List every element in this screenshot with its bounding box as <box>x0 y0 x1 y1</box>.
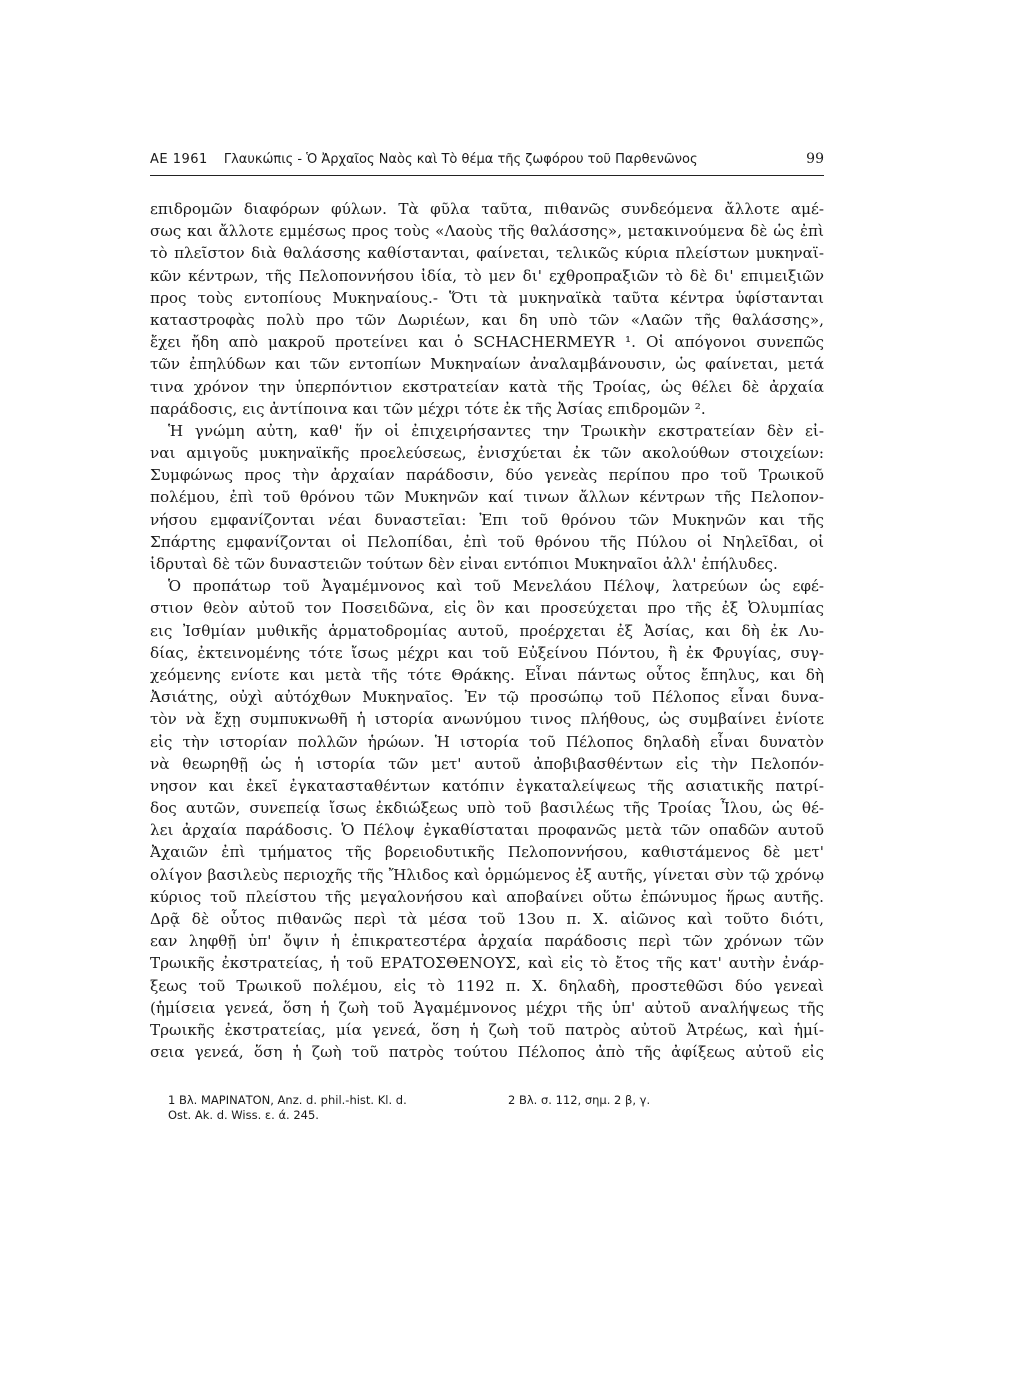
text-line: στιον θεὸν αὐτοῦ τον Ποσειδῶνα, εἰς ὃν και προσεύχεται προ τῆς ἐξ Ὀλυμπίας <box>150 599 824 618</box>
text-line: εις Ἰσθμίαν μυθικῆς ἁρματοδρομίας αυτοῦ, προέρχεται ἐξ Ἀσίας, και δὴ ἐκ Λυ- <box>150 621 824 640</box>
text-line: νησον και ἐκεῖ ἐγκατασταθέντων κατόπιν ἐγκαταλείψεως τῆς ασιατικῆς πατρί- <box>150 776 824 795</box>
body-text <box>150 198 824 1063</box>
text-line: Ἀσιάτης, οὐχὶ αὐτόχθων Μυκηναῖος. Ἐν τῷ προσώπῳ τοῦ Πέλοπος εἶναι δυνα- <box>150 688 824 707</box>
page-number: 99 <box>806 151 824 167</box>
running-title: Γλαυκώπις - Ὁ Ἀρχαῖος Ναὸς καὶ Τὸ θέμα τῆς ζωφόρου τοῦ Παρθενῶνος <box>223 152 698 167</box>
text-line: τὸ πλεῖστον διὰ θαλάσσης καθίστανται, φαίνεται, τελικῶς κύρια πλείστων μυκηναϊ- <box>150 244 824 263</box>
text-line: τινα χρόνον την ὑπερπόντιον εκστρατείαν κατὰ τῆς Τροίας, ὡς θέλει δὲ ἀρχαία <box>150 377 824 396</box>
text-line: Ὁ προπάτωρ τοῦ Ἀγαμέμνονος καὶ τοῦ Μενελάου Πέλοψ, λατρεύων ὡς εφέ- <box>168 577 824 596</box>
page <box>150 150 824 1123</box>
text-line: παράδοσις, εις ἀντίποινα και τῶν μέχρι τότε ἐκ τῆς Ἀσίας επιδρομῶν ². <box>150 399 706 418</box>
text-line: ναι αμιγοῦς μυκηναϊκῆς προελεύσεως, ἐνισχύεται ἐκ τῶν ακολούθων στοιχείων: <box>150 444 824 463</box>
text-line: καταστροφὰς πολὺ προ τῶν Δωριέων, και δη υπὸ τῶν «Λαῶν τῆς θαλάσσης», <box>150 310 824 329</box>
text-line: Σπάρτης εμφανίζονται οἱ Πελοπίδαι, ἐπὶ τοῦ θρόνου τῆς Πύλου οἱ Νηλεῖδαι, οἱ <box>150 532 824 551</box>
text-line: Τρωικῆς ἐκστρατείας, ἡ τοῦ ΕΡΑΤΟΣΘΕΝΟΥΣ, καὶ εἰς τὸ ἔτος τῆς κατ' αυτὴν ἐνάρ- <box>150 954 824 973</box>
text-line: νὰ θεωρηθῇ ὡς ἡ ιστορία τῶν μετ' αυτοῦ ἀποβιβασθέντων εἰς τὴν Πελοπόν- <box>150 754 824 773</box>
text-line: ἱδρυταὶ δὲ τῶν δυναστειῶν τούτων δὲν εἰναι εντόπιοι Μυκηναῖοι ἀλλ' ἐπήλυδες. <box>150 555 778 573</box>
text-line: δος αυτῶν, συνεπείᾳ ἴσως ἐκδιώξεως υπὸ τοῦ βασιλέως τῆς Τροίας Ἶλου, ὡς θέ- <box>150 799 824 818</box>
text-line: τῶν ἐπηλύδων και τῶν εντοπίων Μυκηναίων ἀναλαμβάνουσιν, ὡς φαίνεται, μετά <box>150 355 824 374</box>
footnote-1-continued: Ost. Ak. d. Wiss. ε. ά. 245. <box>168 1108 319 1123</box>
running-head <box>150 150 824 176</box>
running-head-left <box>150 151 698 169</box>
text-line: εαν ληφθῇ ὑπ' ὄψιν ἡ ἐπικρατεστέρα ἀρχαία παράδοσις περὶ τῶν χρόνων τῶν <box>150 932 824 951</box>
text-line: προς τοὺς εντοπίους Μυκηναίους.- Ὅτι τὰ μυκηναϊκὰ ταῦτα κέντρα ὑφίστανται <box>150 288 824 307</box>
text-line: ξεως τοῦ Τρωικοῦ πολέμου, εἰς τὸ 1192 π. Χ. δηλαδὴ, προστεθῶσι δύο γενεαὶ <box>150 976 824 995</box>
text-line: (ἡμίσεια γενεά, ὅση ἡ ζωὴ τοῦ Ἀγαμέμνονος μέχρι τῆς ὑπ' αὐτοῦ αναλήψεως τῆς <box>150 998 824 1017</box>
text-line: νήσου εμφανίζονται νέαι δυναστεῖαι: Ἐπι τοῦ θρόνου τῶν Μυκηνῶν και τῆς <box>150 510 824 529</box>
text-line: σεια γενεά, ὅση ἡ ζωὴ τοῦ πατρὸς τούτου Πέλοπος ἀπὸ τῆς ἀφίξεως αὐτοῦ εἰς <box>150 1043 824 1062</box>
text-line: Ἡ γνώμη αὐτη, καθ' ἥν οἱ ἐπιχειρήσαντες την Τρωικὴν εκστρατείαν δὲν εἰ- <box>168 421 824 440</box>
footnote-2: 2 Βλ. σ. 112, σημ. 2 β, γ. <box>508 1093 651 1108</box>
text-line: λει ἀρχαία παράδοσις. Ὁ Πέλοψ ἐγκαθίσταται προφανῶς μετὰ τῶν οπαδῶν αυτοῦ <box>150 821 824 840</box>
text-line: επιδρομῶν διαφόρων φύλων. Τὰ φῦλα ταῦτα, πιθανῶς συνδεόμενα ἄλλοτε αμέ- <box>150 200 824 218</box>
footnote-1: 1 Βλ. ΜΑΡΙΝΑΤΟΝ, Anz. d. phil.-hist. Kl. d. <box>168 1093 407 1108</box>
footnote-row <box>168 1108 824 1123</box>
text-line: σως και ἄλλοτε εμμέσως προς τοὺς «Λαοὺς τῆς θαλάσσης», μετακινούμενα δὲ ὡς ἐπὶ <box>150 222 824 241</box>
text-line: Τρωικῆς ἐκστρατείας, μία γενεά, ὅση ἡ ζωὴ τοῦ πατρὸς αὐτοῦ Ἀτρέως, καὶ ἡμί- <box>150 1020 824 1039</box>
text-line: δίας, ἐκτεινομένης τότε ἴσως μέχρι και τοῦ Εὐξείνου Πόντου, ἢ ἐκ Φρυγίας, συγ- <box>150 643 824 662</box>
text-line: χεόμενης ενίοτε και μετὰ τῆς τότε Θράκης. Εἶναι πάντως οὗτος ἔπηλυς, και δὴ <box>150 665 824 684</box>
text-line: κύριος τοῦ πλείστου τῆς μεγαλονήσου καὶ αποβαίνει οὕτω ἐπώνυμος ἥρως αυτῆς. <box>150 887 824 906</box>
text-line: ἔχει ἤδη απὸ μακροῦ προτείνει και ὁ SCHACHERMEYR ¹. Οἱ απόγονοι συνεπῶς <box>150 333 824 352</box>
text-line: κῶν κέντρων, τῆς Πελοποννήσου ἰδία, τὸ μεν δι' εχθροπραξιῶν τὸ δὲ δι' επιμειξιῶν <box>150 266 824 285</box>
text-line: Ἀχαιῶν ἐπὶ τμήματος τῆς βορειοδυτικῆς Πελοποννήσου, καθιστάμενος δὲ μετ' <box>150 843 824 862</box>
journal-abbreviation: ΑΕ 1961 <box>150 152 208 167</box>
text-line: πολέμου, ἐπὶ τοῦ θρόνου τῶν Μυκηνῶν καί τινων ἄλλων κέντρων τῆς Πελοπον- <box>150 488 824 507</box>
text-line: ολίγον βασιλεὺς περιοχῆς τῆς Ἤλιδος καὶ ὁρμώμενος ἐξ αυτῆς, γίνεται σὺν τῷ χρόνῳ <box>150 865 824 884</box>
text-line: τὸν νὰ ἔχῃ συμπυκνωθῆ ἡ ιστορία ανωνύμου τινος πλήθους, ὡς συμβαίνει ἐνίοτε <box>150 710 824 729</box>
footnotes <box>150 1093 824 1123</box>
footnote-row <box>168 1093 824 1108</box>
text-line: Δρᾷ δὲ οὗτος πιθανῶς περὶ τὰ μέσα τοῦ 13ου π. Χ. αἰῶνος καὶ τοῦτο διότι, <box>150 910 824 928</box>
text-line: εἰς τὴν ιστορίαν πολλῶν ἡρώων. Ἡ ιστορία τοῦ Πέλοπος δηλαδὴ εἶναι δυνατὸν <box>150 732 824 751</box>
text-line: Συμφώνως προς τὴν ἀρχαίαν παράδοσιν, δύο γενεὰς περίπου προ τοῦ Τρωικοῦ <box>150 466 824 485</box>
